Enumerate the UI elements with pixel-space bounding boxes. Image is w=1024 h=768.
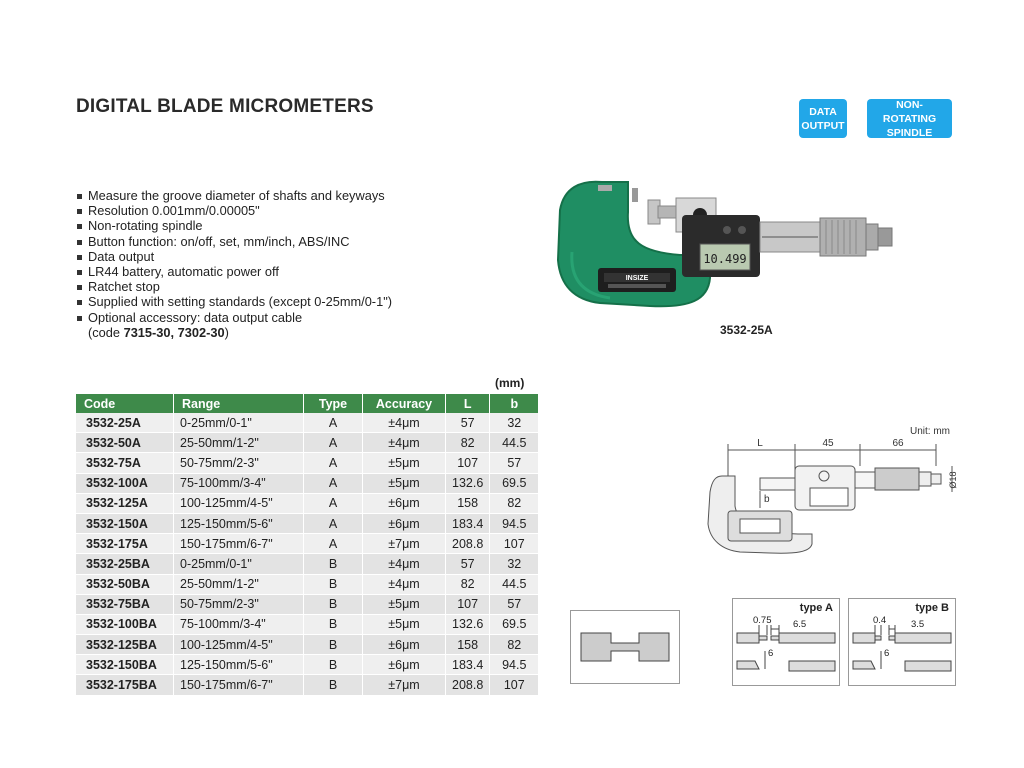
cell-range: 125-150mm/5-6" [174,655,304,675]
cell-accuracy: ±5μm [363,473,446,493]
feature-item: Resolution 0.001mm/0.00005" [76,203,392,218]
spec-table [76,394,538,696]
dim-label-l: L [757,438,763,449]
table-row [76,473,538,493]
cell-l: 183.4 [446,513,490,533]
feature-item-continuation [76,325,392,340]
cell-b: 32 [490,554,539,574]
table-row [76,433,538,453]
cell-b: 57 [490,594,539,614]
dim-label-45: 45 [822,438,834,449]
cell-code: 3532-150BA [76,655,174,675]
feature-item: Measure the groove diameter of shafts and keyways [76,188,392,203]
table-header-row [76,394,538,413]
cell-type: B [304,554,363,574]
feature-item: Supplied with setting standards (except 0-25mm/0-1") [76,294,392,309]
table-row [76,655,538,675]
type-b-label: type B [915,602,949,614]
cell-type: A [304,433,363,453]
table-row [76,635,538,655]
cell-l: 208.8 [446,534,490,554]
cell-accuracy: ±4μm [363,574,446,594]
non-rotating-spindle-badge: NON-ROTATING SPINDLE [867,99,952,138]
feature-item: LR44 battery, automatic power off [76,264,392,279]
cell-l: 158 [446,635,490,655]
col-header-type: Type [304,394,363,413]
cell-accuracy: ±6μm [363,493,446,513]
dimension-drawing [700,436,960,556]
cell-b: 107 [490,534,539,554]
type-b-box [848,598,956,686]
feature-item: Optional accessory: data output cable [76,310,392,325]
cell-b: 94.5 [490,513,539,533]
cell-l: 158 [446,493,490,513]
micrometer-product-image [530,160,910,320]
cable-code-suffix: ) [224,324,229,340]
table-row [76,554,538,574]
drawing-unit: Unit: mm [910,426,950,437]
cell-accuracy: ±5μm [363,594,446,614]
cell-b: 94.5 [490,655,539,675]
cell-range: 50-75mm/2-3" [174,594,304,614]
cell-code: 3532-175A [76,534,174,554]
cell-code: 3532-25A [76,413,174,433]
table-row [76,675,538,695]
type-a-dim-1: 0.75 [753,615,772,626]
cell-accuracy: ±7μm [363,534,446,554]
cell-code: 3532-125BA [76,635,174,655]
cell-b: 69.5 [490,473,539,493]
table-row [76,614,538,634]
dim-label-66: 66 [892,438,904,449]
cell-range: 0-25mm/0-1" [174,413,304,433]
cell-type: A [304,493,363,513]
cell-type: A [304,413,363,433]
cell-accuracy: ±5μm [363,453,446,473]
col-header-accuracy: Accuracy [363,394,446,413]
cell-type: B [304,635,363,655]
cell-b: 107 [490,675,539,695]
cell-accuracy: ±6μm [363,655,446,675]
cell-code: 3532-150A [76,513,174,533]
cell-code: 3532-75BA [76,594,174,614]
cell-code: 3532-125A [76,493,174,513]
feature-list [76,188,392,340]
cell-b: 44.5 [490,433,539,453]
cell-range: 25-50mm/1-2" [174,433,304,453]
cell-range: 25-50mm/1-2" [174,574,304,594]
cell-l: 107 [446,453,490,473]
cell-code: 3532-50BA [76,574,174,594]
col-header-l: L [446,394,490,413]
lcd-readout: 10.499 [703,252,747,266]
cell-accuracy: ±7μm [363,675,446,695]
feature-item: Ratchet stop [76,279,392,294]
cell-range: 0-25mm/0-1" [174,554,304,574]
cell-accuracy: ±4μm [363,433,446,453]
type-a-dim-3: 6 [768,648,774,659]
cell-l: 82 [446,433,490,453]
feature-item: Button function: on/off, set, mm/inch, ABS/INC [76,234,392,249]
cell-b: 82 [490,493,539,513]
table-row [76,413,538,433]
table-row [76,513,538,533]
cable-codes: 7315-30, 7302-30 [123,324,225,340]
cell-type: A [304,513,363,533]
col-header-range: Range [174,394,304,413]
col-header-code: Code [76,394,174,413]
cell-accuracy: ±6μm [363,513,446,533]
type-b-dim-1: 0.4 [873,615,887,626]
cable-code-prefix: (code [88,324,124,340]
cell-range: 150-175mm/6-7" [174,534,304,554]
cell-range: 100-125mm/4-5" [174,493,304,513]
cell-l: 132.6 [446,473,490,493]
cell-type: B [304,574,363,594]
table-unit: (mm) [495,376,525,390]
cell-accuracy: ±4μm [363,413,446,433]
cell-type: B [304,655,363,675]
cell-range: 50-75mm/2-3" [174,453,304,473]
table-row [76,493,538,513]
blade-detail-box [570,610,680,684]
blade-detail-drawing [571,611,679,683]
table-body [76,413,538,695]
cell-l: 107 [446,594,490,614]
data-output-badge: DATA OUTPUT [799,99,847,138]
page-title: DIGITAL BLADE MICROMETERS [76,96,374,117]
type-a-label: type A [799,602,833,614]
cell-b: 32 [490,413,539,433]
col-header-b: b [490,394,539,413]
product-caption: 3532-25A [720,323,773,337]
cell-type: B [304,594,363,614]
cell-range: 150-175mm/6-7" [174,675,304,695]
cell-accuracy: ±5μm [363,614,446,634]
cell-type: A [304,453,363,473]
dim-label-diameter: Ø18 [948,471,958,489]
table-row [76,534,538,554]
cell-type: B [304,614,363,634]
cell-range: 75-100mm/3-4" [174,614,304,634]
dim-label-b: b [764,494,770,505]
cell-accuracy: ±6μm [363,635,446,655]
cell-b: 57 [490,453,539,473]
cell-range: 100-125mm/4-5" [174,635,304,655]
cell-b: 82 [490,635,539,655]
brand-logo: INSIZE [625,275,649,282]
cell-l: 82 [446,574,490,594]
cell-b: 44.5 [490,574,539,594]
feature-item: Data output [76,249,392,264]
cell-l: 208.8 [446,675,490,695]
table-row [76,453,538,473]
cell-l: 183.4 [446,655,490,675]
cell-l: 57 [446,554,490,574]
type-a-dim-2: 6.5 [793,619,807,630]
cell-code: 3532-75A [76,453,174,473]
table-row [76,594,538,614]
cell-l: 132.6 [446,614,490,634]
cell-accuracy: ±4μm [363,554,446,574]
cell-b: 69.5 [490,614,539,634]
type-a-box [732,598,840,686]
cell-code: 3532-25BA [76,554,174,574]
cell-l: 57 [446,413,490,433]
cell-code: 3532-100BA [76,614,174,634]
cell-type: A [304,534,363,554]
table-row [76,574,538,594]
cell-code: 3532-100A [76,473,174,493]
feature-item: Non-rotating spindle [76,218,392,233]
cell-range: 75-100mm/3-4" [174,473,304,493]
type-b-dim-2: 3.5 [911,619,925,630]
cell-range: 125-150mm/5-6" [174,513,304,533]
cell-code: 3532-50A [76,433,174,453]
type-b-dim-3: 6 [884,648,890,659]
cell-code: 3532-175BA [76,675,174,695]
cell-type: A [304,473,363,493]
cell-type: B [304,675,363,695]
